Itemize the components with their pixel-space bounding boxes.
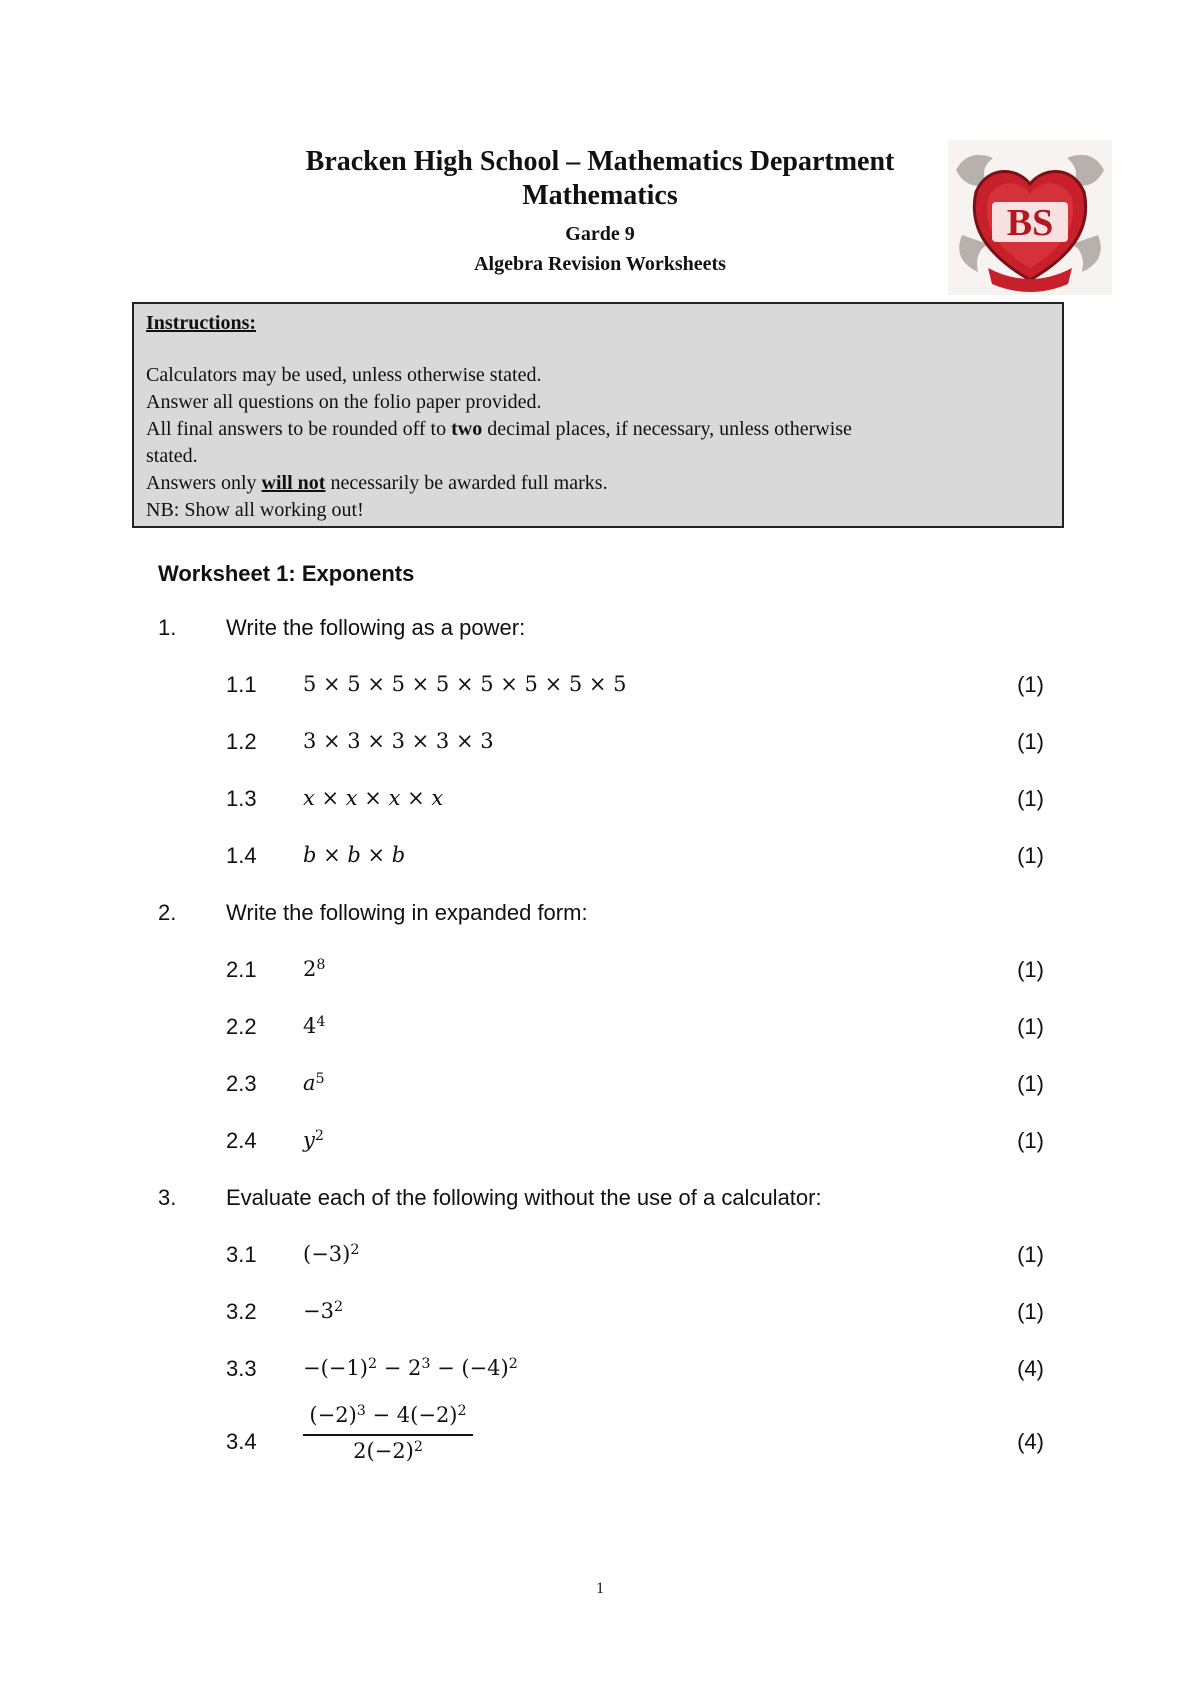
marks-label: (1): [1017, 1071, 1044, 1096]
marks-label: (1): [1017, 1299, 1044, 1324]
marks-label: (4): [1017, 1356, 1044, 1381]
instruction-line: NB: Show all working out!: [146, 499, 364, 521]
subquestion-row: [0, 786, 1200, 820]
subquestion-number: 1.3: [226, 786, 257, 811]
subquestion-row: [0, 1242, 1200, 1276]
instruction-line: [146, 416, 1050, 443]
marks-label: (1): [1017, 1242, 1044, 1267]
subquestion-number: 2.1: [226, 957, 257, 982]
instruction-text: decimal places, if necessary, unless otherwise: [482, 418, 852, 440]
question-number: 3.: [158, 1185, 177, 1210]
instruction-emphasis: two: [451, 418, 483, 440]
subquestion-row: [0, 1299, 1200, 1333]
question-row: [0, 900, 1200, 934]
power-exponent: 5: [315, 1070, 325, 1087]
power-exponent: 2: [350, 1241, 360, 1258]
worksheet-title: Worksheet 1: Exponents: [158, 561, 415, 586]
subquestion-number: 3.2: [226, 1299, 257, 1324]
marks-label: (1): [1017, 786, 1044, 811]
question-text: Evaluate each of the following without the use of a calculator:: [226, 1185, 822, 1210]
instruction-line: Answer all questions on the folio paper provided.: [146, 391, 542, 413]
question-number: 1.: [158, 615, 177, 640]
question-row: [0, 1185, 1200, 1219]
power-exponent: 2: [457, 1402, 467, 1419]
instruction-line: stated.: [146, 445, 198, 467]
expr-term: − 2: [377, 1356, 422, 1380]
subquestion-number: 1.4: [226, 843, 257, 868]
subquestion-row: [0, 729, 1200, 763]
grade-label: Garde 9: [565, 223, 635, 245]
instruction-text: All final answers to be rounded off to: [146, 418, 452, 440]
svg-text:BS: BS: [1006, 202, 1054, 244]
expr-term: − 4(−2): [365, 1403, 458, 1427]
math-expression: 3 × 3 × 3 × 3 × 3: [303, 729, 494, 753]
power-exponent: 4: [316, 1013, 326, 1030]
math-expression: [303, 1014, 325, 1038]
subquestion-row: [0, 1071, 1200, 1105]
subquestion-number: 1.2: [226, 729, 257, 754]
question-text: Write the following in expanded form:: [226, 900, 588, 925]
math-expression: [303, 1128, 324, 1152]
fraction-denominator: [303, 1436, 473, 1466]
power-base: 2: [303, 957, 317, 981]
school-crest-logo: [948, 140, 1112, 295]
subquestion-row: [0, 672, 1200, 706]
page-number: 1: [596, 1580, 604, 1597]
power-base: y: [303, 1128, 315, 1152]
math-expression: [303, 1071, 325, 1095]
subquestion-number: 3.4: [226, 1429, 257, 1454]
marks-label: (1): [1017, 1128, 1044, 1153]
expr-term: (−2): [309, 1403, 357, 1427]
power-exponent: 8: [316, 956, 326, 973]
fraction-numerator: [303, 1400, 473, 1436]
instruction-text: necessarily be awarded full marks.: [325, 472, 608, 494]
power-exponent: 2: [367, 1355, 378, 1372]
subquestion-number: 3.3: [226, 1356, 257, 1381]
expr-term: −(−1): [303, 1356, 368, 1380]
instructions-box: [132, 302, 1064, 528]
marks-label: (4): [1017, 1429, 1044, 1454]
power-exponent: 2: [413, 1438, 423, 1455]
subquestion-number: 2.2: [226, 1014, 257, 1039]
subquestion-row: [0, 1429, 1200, 1463]
subquestion-number: 2.3: [226, 1071, 257, 1096]
math-expression: [303, 1299, 343, 1323]
expr-term: − (−4): [430, 1356, 509, 1380]
school-name: Bracken High School – Mathematics Department: [305, 146, 895, 177]
question-number: 2.: [158, 900, 177, 925]
marks-label: (1): [1017, 843, 1044, 868]
fraction-expression: [303, 1400, 473, 1466]
subquestion-number: 3.1: [226, 1242, 257, 1267]
marks-label: (1): [1017, 672, 1044, 697]
instruction-text: Answers only: [146, 472, 262, 494]
math-expression: [303, 1242, 359, 1266]
instruction-line: Calculators may be used, unless otherwise stated.: [146, 364, 542, 386]
instructions-heading: Instructions:: [146, 312, 257, 334]
worksheet-set-title: Algebra Revision Worksheets: [474, 253, 726, 275]
math-expression: b × b × b: [303, 843, 406, 867]
math-expression: 5 × 5 × 5 × 5 × 5 × 5 × 5 × 5: [303, 672, 627, 696]
expr-term: 2(−2): [353, 1439, 414, 1463]
subject-name: Mathematics: [522, 180, 678, 211]
math-expression: x × x × x × x: [303, 786, 444, 810]
document-header: [240, 145, 960, 281]
instruction-emphasis: will not: [261, 472, 326, 494]
power-base: a: [303, 1071, 316, 1095]
power-exponent: 2: [333, 1298, 344, 1315]
question-row: [0, 615, 1200, 649]
marks-label: (1): [1017, 1014, 1044, 1039]
math-expression: [303, 957, 325, 981]
power-base: −3: [303, 1299, 334, 1323]
power-exponent: 2: [508, 1355, 518, 1372]
power-exponent: 3: [421, 1355, 431, 1372]
subquestion-row: [0, 1014, 1200, 1048]
subquestion-number: 1.1: [226, 672, 257, 697]
subquestion-number: 2.4: [226, 1128, 257, 1153]
subquestion-row: [0, 1356, 1200, 1390]
subquestion-row: [0, 957, 1200, 991]
power-exponent: 2: [314, 1127, 324, 1144]
instruction-line: [146, 470, 1050, 497]
math-expression: [303, 1356, 518, 1380]
power-base: 4: [303, 1014, 317, 1038]
power-base: (−3): [303, 1242, 351, 1266]
marks-label: (1): [1017, 957, 1044, 982]
question-text: Write the following as a power:: [226, 615, 526, 640]
subquestion-row: [0, 843, 1200, 877]
marks-label: (1): [1017, 729, 1044, 754]
power-exponent: 3: [356, 1402, 366, 1419]
subquestion-row: [0, 1128, 1200, 1162]
